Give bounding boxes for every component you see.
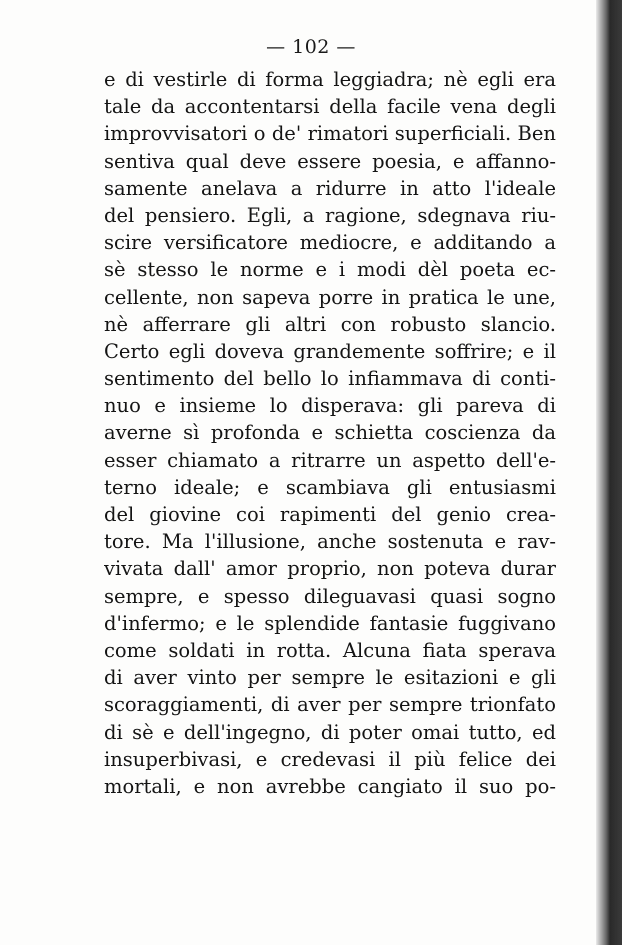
text-line: insuperbivasi, e credevasi il più felice dei xyxy=(104,747,556,771)
text-line: di sè e dell'ingegno, di poter omai tutto, ed xyxy=(104,720,556,744)
text-line: tale da accontentarsi della facile vena degli xyxy=(104,95,556,119)
text-line: mortali, e non avrebbe cangiato il suo po- xyxy=(104,774,556,798)
text-line: vivata dall' amor proprio, non poteva durar xyxy=(104,557,556,581)
text-line: e di vestirle di forma leggiadra; nè egli era xyxy=(104,68,556,91)
text-line: terno ideale; e scambiava gli entusiasmi xyxy=(104,475,556,499)
text-line: averne sì profonda e schietta coscienza da xyxy=(104,421,556,445)
text-line: cellente, non sapeva porre in pratica le une, xyxy=(104,285,556,309)
text-line: tore. Ma l'illusione, anche sostenuta e rav- xyxy=(104,530,556,554)
text-line: nè afferrare gli altri con robusto slancio. xyxy=(104,312,556,336)
text-line: esser chiamato a ritrarre un aspetto dell'e- xyxy=(104,448,556,472)
text-line: nuo e insieme lo disperava: gli pareva di xyxy=(104,394,556,418)
text-line: scire versificatore mediocre, e additando a xyxy=(104,231,556,255)
text-line: sentiva qual deve essere poesia, e affanno- xyxy=(104,149,556,173)
text-line: samente anelava a ridurre in atto l'ideale xyxy=(104,176,556,200)
text-line: scoraggiamenti, di aver per sempre trionfato xyxy=(104,693,556,717)
text-line: d'infermo; e le splendide fantasie fuggivano xyxy=(104,611,556,635)
text-line: Certo egli doveva grandemente soffrire; e il xyxy=(104,339,556,363)
text-line: del pensiero. Egli, a ragione, sdegnava riu- xyxy=(104,203,556,227)
text-line: improvvisatori o de' rimatori superficiali. Ben xyxy=(104,122,556,146)
text-line: sè stesso le norme e i modi dèl poeta ec- xyxy=(104,258,556,282)
text-line: del giovine coi rapimenti del genio crea- xyxy=(104,503,556,526)
text-line: di aver vinto per sempre le esitazioni e gli xyxy=(104,666,556,690)
text-line: sempre, e spesso dileguavasi quasi sogno xyxy=(104,584,556,608)
text-line: sentimento del bello lo infiammava di conti- xyxy=(104,367,556,391)
text-line: come soldati in rotta. Alcuna fiata sperava xyxy=(104,638,556,662)
body-text xyxy=(104,66,556,800)
book-spine-shadow xyxy=(596,0,622,945)
page-number: — 102 — xyxy=(266,36,356,58)
